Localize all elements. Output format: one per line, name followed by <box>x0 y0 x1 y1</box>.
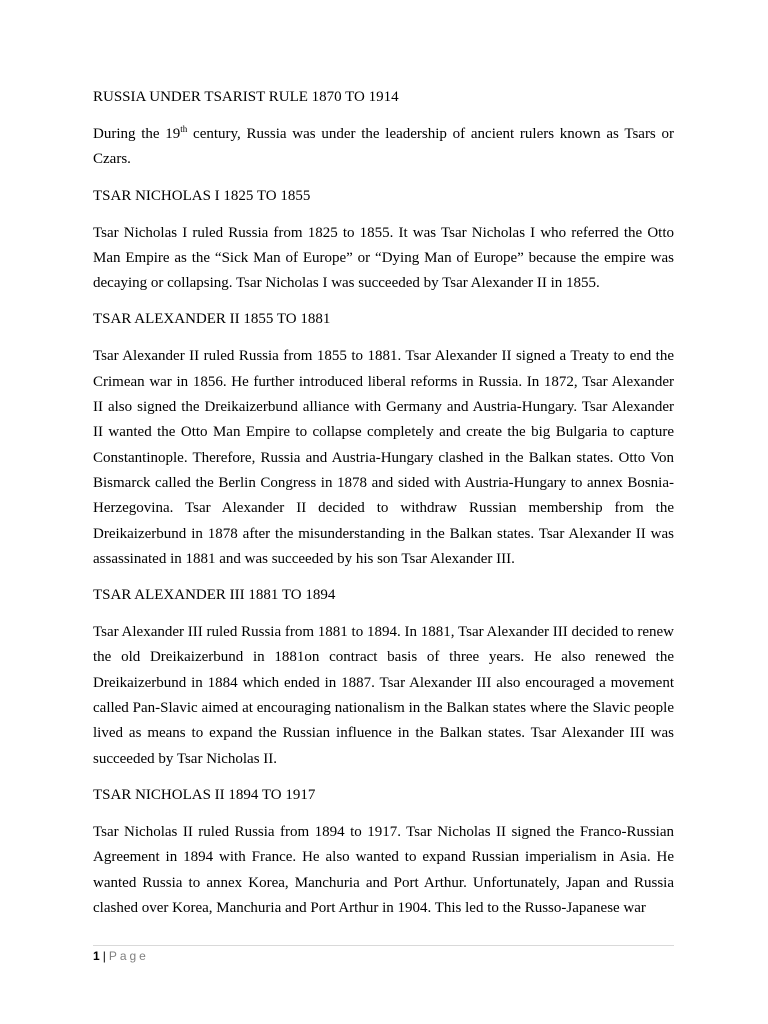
page-label: Page <box>108 949 149 963</box>
intro-text-start: During the 19 <box>93 126 181 142</box>
section-body-alexander-ii: Tsar Alexander II ruled Russia from 1855 to 1881. Tsar Alexander II signed a Treaty to end the Crimean war in 1856. He further introduced liberal reforms in Russia. In 1872, Tsar Alexander II also signed the Dreikaizerbund alliance with Germany and Austria-Hungary. Tsar Alexander II wanted the Otto Man Empire to collapse completely and create the big Bulgaria to capture Constantinople. Therefore, Russia and Austria-Hungary clashed in the Balkan states. Otto Von Bismarck called the Berlin Congress in 1878 and sided with Austria-Hungary to annex Bosnia-Herzegovina. Tsar Alexander II decided to withdraw Russian membership from the Dreikaizerbund in 1878 after the misunderstanding in the Balkan states. Tsar Alexander II was assassinated in 1881 and was succeeded by his son Tsar Alexander III. <box>93 348 674 567</box>
section-heading-alexander-iii: TSAR ALEXANDER III 1881 TO 1894 <box>93 587 336 604</box>
footer-divider <box>93 945 674 946</box>
intro-superscript: th <box>180 124 188 134</box>
document-page <box>93 85 674 932</box>
section-body-nicholas-i: Tsar Nicholas I ruled Russia from 1825 to 1855. It was Tsar Nicholas I who referred the Otto Man Empire as the “Sick Man of Europe” or “Dying Man of Europe” because the empire was decaying or collapsing. Tsar Nicholas I was succeeded by Tsar Alexander II in 1855. <box>93 224 674 292</box>
intro-text-end: century, Russia was under the leadership of ancient rulers known as Tsars or Czars. <box>93 126 675 168</box>
section-heading-nicholas-i: TSAR NICHOLAS I 1825 TO 1855 <box>93 187 311 204</box>
section-heading-nicholas-ii: TSAR NICHOLAS II 1894 TO 1917 <box>93 786 316 803</box>
section-heading-alexander-ii: TSAR ALEXANDER II 1855 TO 1881 <box>93 311 331 328</box>
document-title: RUSSIA UNDER TSARIST RULE 1870 TO 1914 <box>93 89 399 105</box>
intro-paragraph <box>93 122 674 173</box>
page-footer <box>93 947 149 965</box>
section-body-alexander-iii: Tsar Alexander III ruled Russia from 1881 to 1894. In 1881, Tsar Alexander III decided to renew the old Dreikaizerbund in 1881on contract basis of three years. He also renewed the Dreikaizerbund in 1884 which ended in 1887. Tsar Alexander III also encouraged a movement called Pan-Slavic aimed at encouraging nationalism in the Balkan states where the Slavic people lived as means to expand the Russian influence in the Balkan states. Tsar Alexander III was succeeded by Tsar Nicholas II. <box>93 624 674 767</box>
page-number: 1 <box>93 949 100 963</box>
footer-separator: | <box>102 949 106 963</box>
section-body-nicholas-ii: Tsar Nicholas II ruled Russia from 1894 to 1917. Tsar Nicholas II signed the Franco-Russian Agreement in 1894 with France. He also wanted to expand Russian imperialism in Asia. He wanted Russia to annex Korea, Manchuria and Port Arthur. Unfortunately, Japan and Russia clashed over Korea, Manchuria and Port Arthur in 1904. This led to the Russo-Japanese war <box>93 823 674 916</box>
